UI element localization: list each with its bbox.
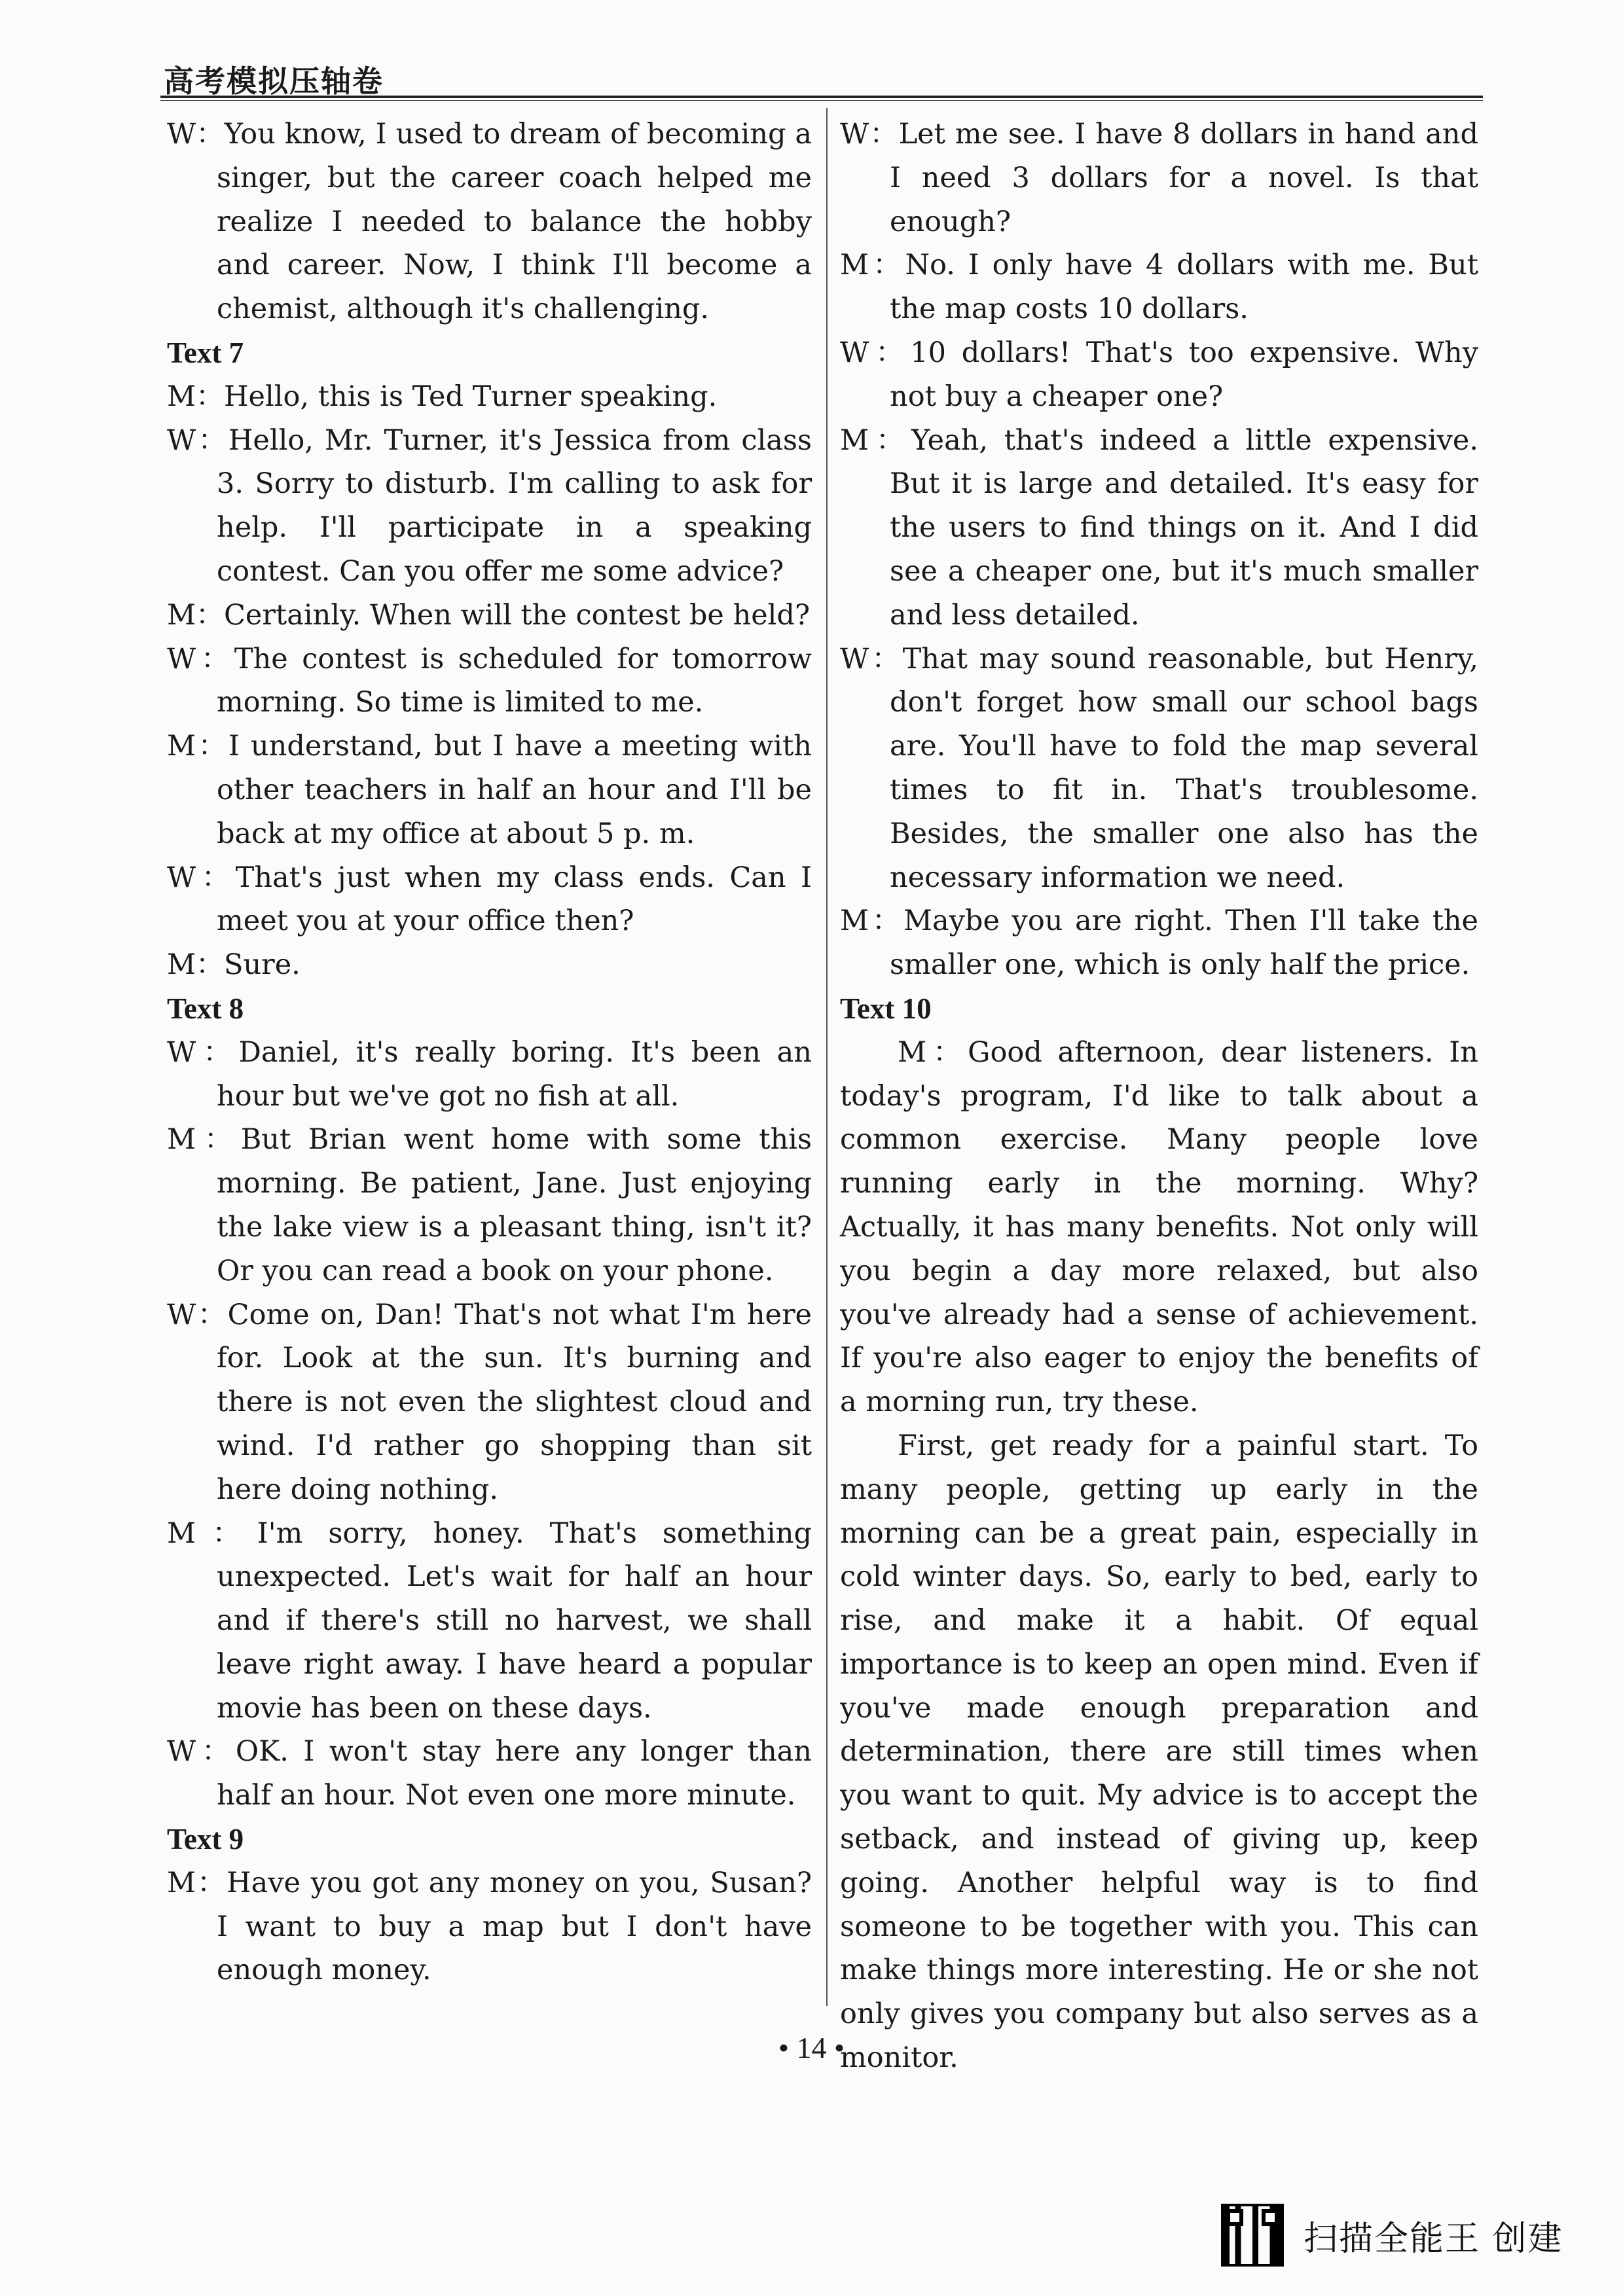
dialogue-line: [167, 1118, 812, 1293]
dialogue-text: Sure.: [224, 948, 301, 982]
speaker-label: M：: [167, 1866, 227, 1899]
section-heading: Text 7: [167, 336, 244, 369]
dialogue-line: [840, 419, 1478, 637]
dialogue-line: [167, 375, 812, 419]
dialogue-line: [167, 1861, 812, 1992]
dialogue-text: Come on, Dan! That's not what I'm here for. Look at the sun. It's burning and there is not even the slightest cloud and wind. I'd rather go shopping than sit here doing nothing.: [217, 1298, 812, 1506]
header-rule-thin: [160, 100, 1483, 101]
speaker-label: M：: [167, 1123, 241, 1157]
page-number: • 14 •: [778, 2031, 845, 2064]
section-heading: Text 9: [167, 1823, 244, 1856]
dialogue-line: [167, 1293, 812, 1512]
dialogue-text: Certainly. When will the contest be held?: [224, 598, 811, 632]
dialogue-text: You know, I used to dream of becoming a singer, but the career coach helped me realize I needed to balance the hobby and career. Now, I think I'll become a chemist, although it's challenging.: [217, 118, 812, 326]
speaker-label: W：: [840, 336, 911, 369]
dialogue-line: [167, 1730, 812, 1818]
monologue-paragraph: First, get ready for a painful start. To many people, getting up early in the morning can be a great pain, especially in cold winter days. So, early to bed, early to rise, and make it a habit. Of equal importance is to keep an open mind. Even if you've made enough preparation and determination, there are still times when you want to quit. My advice is to accept the setback, and instead of giving up, keep going. Another helpful way is to find someone to be together with you. This can make things more interesting. He or she not only gives you company but also serves as a monitor.: [840, 1429, 1478, 2075]
dialogue-line: [167, 856, 812, 944]
dialogue-line: [167, 637, 812, 725]
dialogue-line: [840, 243, 1478, 331]
dialogue-line: [167, 1512, 812, 1731]
speaker-label: W：: [167, 423, 228, 457]
dialogue-line: [167, 113, 812, 331]
speaker-label: W：: [167, 1035, 239, 1069]
speaker-label: M：: [167, 598, 225, 632]
speaker-label: M：: [840, 249, 905, 282]
dialogue-text: No. I only have 4 dollars with me. But the map costs 10 dollars.: [890, 249, 1478, 326]
dialogue-text: Daniel, it's really boring. It's been an hour but we've got no fish at all.: [217, 1035, 812, 1113]
speaker-label: W：: [167, 1298, 228, 1331]
dialogue-text: The contest is scheduled for tomorrow morning. So time is limited to me.: [217, 642, 812, 719]
dialogue-text: Maybe you are right. Then I'll take the smaller one, which is only half the price.: [890, 905, 1478, 982]
dialogue-line: [167, 943, 812, 987]
dialogue-text: But Brian went home with some this morning. Be patient, Jane. Just enjoying the lake view is a pleasant thing, isn't it? Or you can read a book on your phone.: [217, 1123, 812, 1287]
footer-text: 扫描全能王 创建: [1304, 2219, 1563, 2259]
dialogue-text: Have you got any money on you, Susan? I want to buy a map but I don't have enough money.: [217, 1866, 812, 1987]
dialogue-text: OK. I won't stay here any longer than half an hour. Not even one more minute.: [217, 1735, 812, 1812]
speaker-label: M：: [167, 948, 225, 982]
dialogue-text: 10 dollars! That's too expensive. Why not buy a cheaper one?: [890, 336, 1478, 413]
dialogue-line: [167, 1031, 812, 1119]
dialogue-line: [840, 637, 1478, 900]
speaker-label: W：: [167, 861, 236, 894]
speaker-label: M：: [840, 423, 911, 457]
dialogue-text: That may sound reasonable, but Henry, don't forget how small our school bags are. You'll have to fold the map several times to fit in. That's troublesome. Besides, the smaller one also has the necessary information we need.: [890, 642, 1478, 894]
speaker-label: W：: [840, 642, 903, 675]
dialogue-text: Hello, this is Ted Turner speaking.: [224, 380, 718, 413]
dialogue-text: Hello, Mr. Turner, it's Jessica from class 3. Sorry to disturb. I'm calling to ask for help. I'll participate in a speaking contest. Can you offer me some advice?: [217, 423, 812, 588]
speaker-label: M：: [167, 1516, 257, 1550]
dialogue-text: I'm sorry, honey. That's something unexpected. Let's wait for half an hour and if there's still no harvest, we shall leave right away. I have heard a popular movie has been on these days.: [217, 1516, 812, 1725]
header-rule: [160, 96, 1483, 98]
speaker-label: M：: [167, 380, 225, 413]
column-divider: [826, 108, 828, 2006]
speaker-label: M：: [167, 730, 228, 763]
dialogue-line: [167, 419, 812, 594]
dialogue-text: I understand, but I have a meeting with other teachers in half an hour and I'll be back at my office at about 5 p. m.: [217, 730, 812, 850]
dialogue-line: [167, 725, 812, 855]
dialogue-text: Yeah, that's indeed a little expensive. But it is large and detailed. It's easy for the users to find things on it. And I did see a cheaper one, but it's much smaller and less detailed.: [890, 423, 1478, 632]
left-column: [167, 113, 812, 1992]
speaker-label: W：: [840, 118, 899, 151]
speaker-label: W：: [167, 1735, 236, 1768]
page-header-title: 高考模拟压轴卷: [164, 63, 384, 99]
speaker-label: M：: [840, 905, 903, 938]
section-heading: Text 10: [840, 992, 932, 1025]
scanner-footer: [1221, 2202, 1563, 2268]
dialogue-line: [167, 594, 812, 637]
dialogue-line: [840, 113, 1478, 243]
speaker-label: W：: [167, 642, 234, 675]
monologue-paragraph: M：Good afternoon, dear listeners. In today's program, I'd like to talk about a common exercise. Many people love running early in the morning. Why? Actually, it has many benefits. Not only will you begin a day more relaxed, but also you've already had a sense of achievement. If you're also eager to enjoy the benefits of a morning run, try these.: [840, 1035, 1478, 1419]
qr-code-icon: [1221, 2204, 1284, 2267]
dialogue-text: That's just when my class ends. Can I meet you at your office then?: [217, 861, 812, 938]
dialogue-line: [840, 331, 1478, 419]
right-column: [840, 113, 1478, 2080]
speaker-label: W：: [167, 118, 225, 151]
section-heading: Text 8: [167, 992, 244, 1025]
dialogue-line: [840, 899, 1478, 987]
dialogue-text: Let me see. I have 8 dollars in hand and I need 3 dollars for a novel. Is that enough?: [890, 118, 1479, 238]
